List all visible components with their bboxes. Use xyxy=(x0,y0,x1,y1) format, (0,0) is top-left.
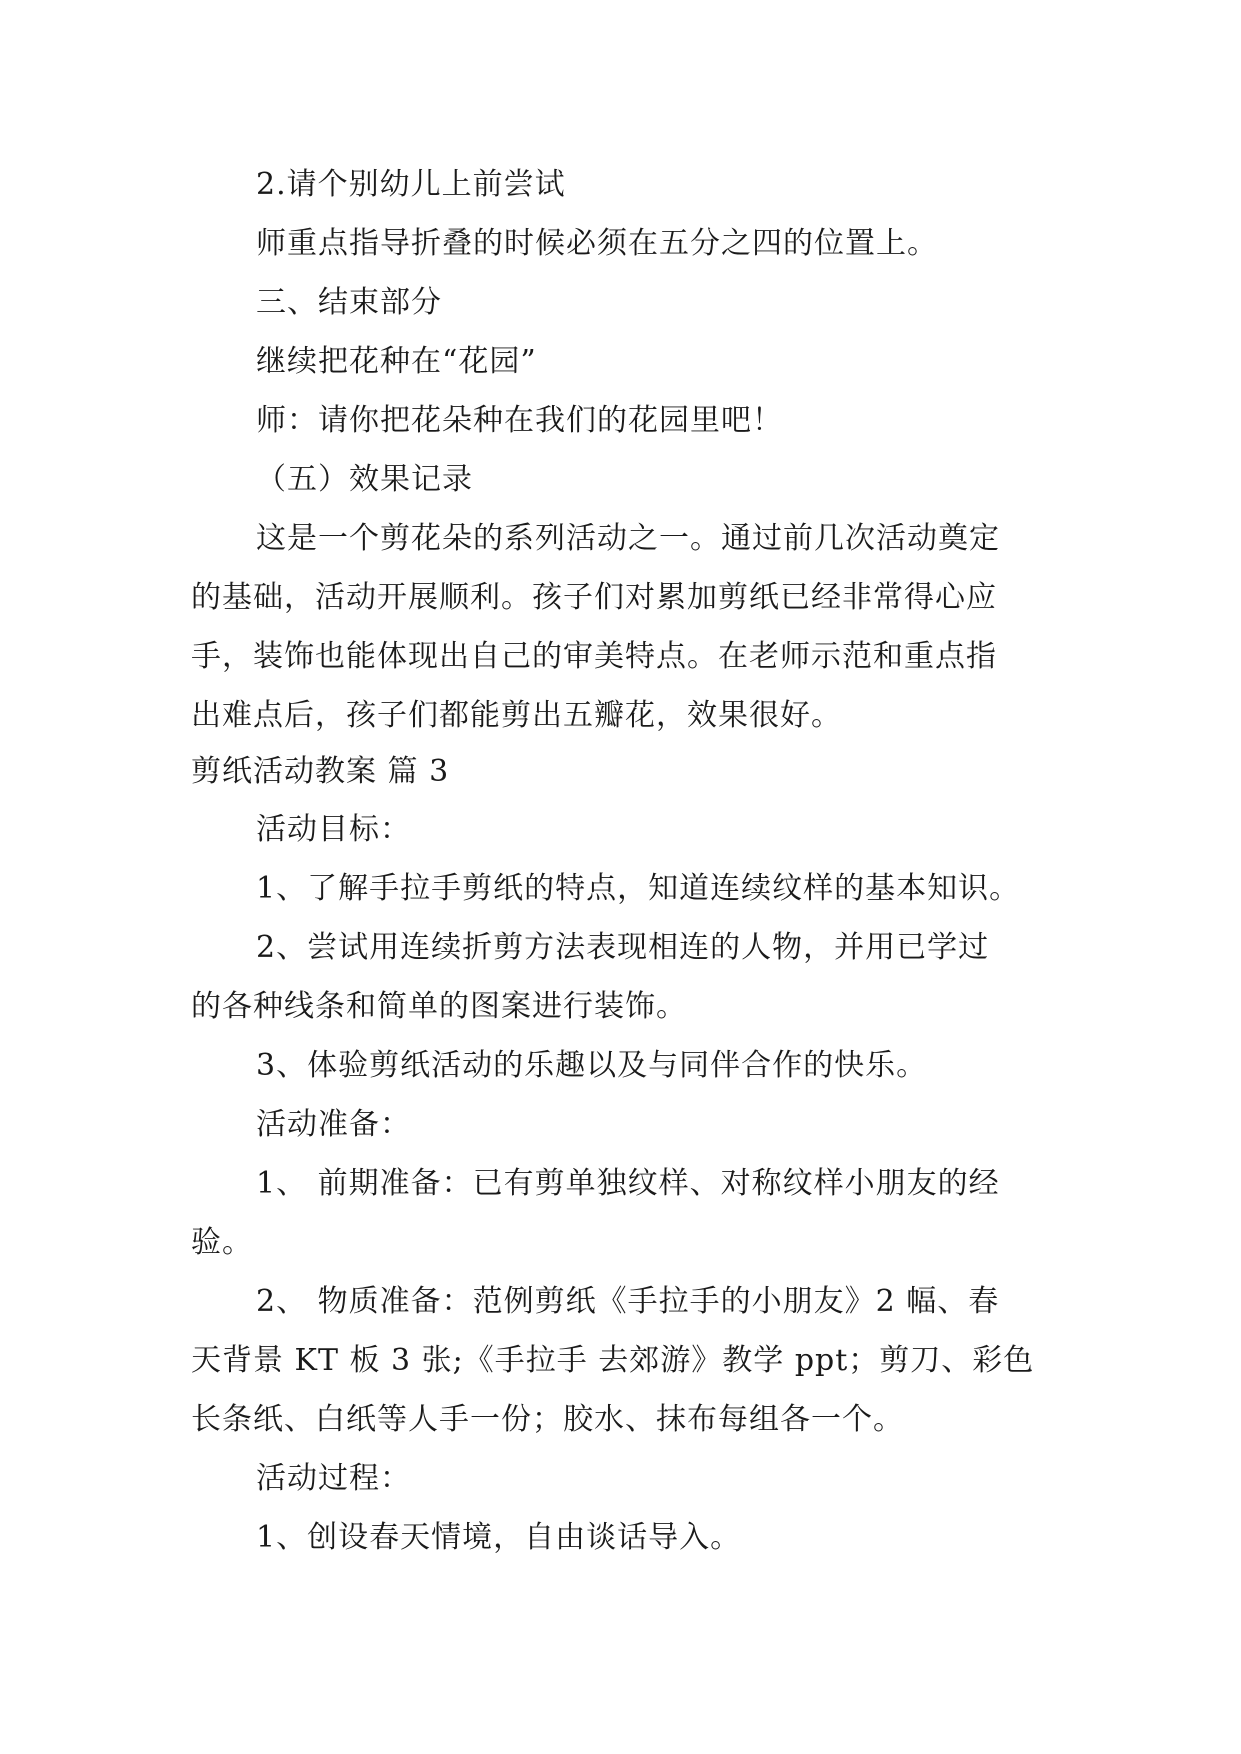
section-heading: 三、结束部分 xyxy=(256,285,442,320)
text-line: 师：请你把花朵种在我们的花园里吧！ xyxy=(256,403,783,438)
list-item: 2、尝试用连续折剪方法表现相连的人物，并用已学过 xyxy=(256,930,990,965)
text-line: 继续把花种在“花园” xyxy=(256,344,537,379)
text-line: 的基础，活动开展顺利。孩子们对累加剪纸已经非常得心应 xyxy=(191,580,997,615)
text-line: 手，装饰也能体现出自己的审美特点。在老师示范和重点指 xyxy=(191,639,997,674)
text-line: 天背景 KT 板 3 张;《手拉手 去郊游》教学 ppt；剪刀、彩色 xyxy=(191,1343,1035,1378)
section-heading: （五）效果记录 xyxy=(256,462,473,497)
text-line: 师重点指导折叠的时候必须在五分之四的位置上。 xyxy=(256,226,938,261)
text-line: 验。 xyxy=(191,1225,253,1260)
text-line: 出难点后，孩子们都能剪出五瓣花，效果很好。 xyxy=(191,698,842,733)
section-heading: 活动目标： xyxy=(256,812,411,847)
list-item: 2、 物质准备：范例剪纸《手拉手的小朋友》2 幅、春 xyxy=(256,1284,1000,1319)
list-item: 3、体验剪纸活动的乐趣以及与同伴合作的快乐。 xyxy=(256,1048,928,1083)
section-heading: 活动过程： xyxy=(256,1461,411,1496)
list-item: 1、 前期准备：已有剪单独纹样、对称纹样小朋友的经 xyxy=(256,1166,1000,1201)
text-line: 长条纸、白纸等人手一份；胶水、抹布每组各一个。 xyxy=(191,1402,904,1437)
text-line: 这是一个剪花朵的系列活动之一。通过前几次活动奠定 xyxy=(256,521,1000,556)
list-item: 1、创设春天情境，自由谈话导入。 xyxy=(256,1520,742,1555)
list-item: 1、了解手拉手剪纸的特点，知道连续纹样的基本知识。 xyxy=(256,871,1021,906)
article-title: 剪纸活动教案 篇 3 xyxy=(191,754,450,789)
section-heading: 活动准备： xyxy=(256,1107,411,1142)
text-line: 2.请个别幼儿上前尝试 xyxy=(256,167,566,202)
text-line: 的各种线条和简单的图案进行装饰。 xyxy=(191,989,687,1024)
